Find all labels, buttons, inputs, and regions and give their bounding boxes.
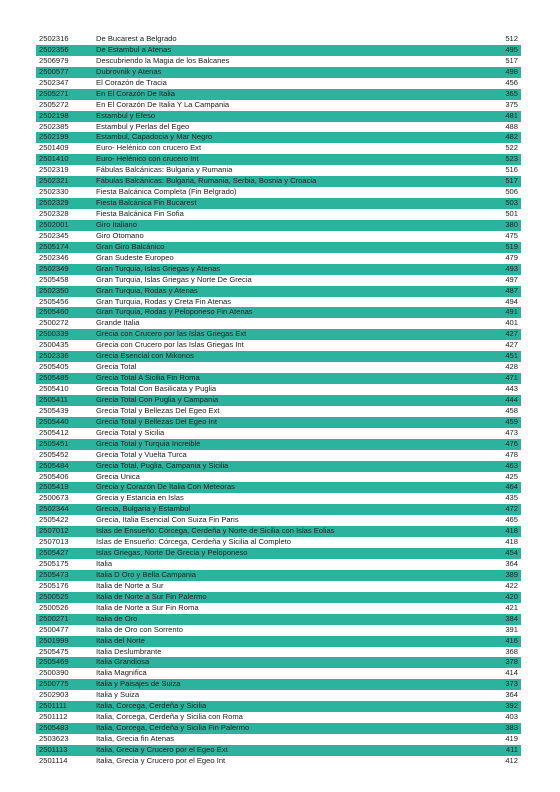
page-number: 420: [505, 591, 518, 601]
tour-code: 2502336: [39, 351, 69, 361]
page-number: 411: [505, 744, 518, 754]
table-row: [36, 132, 521, 143]
tour-name: Islas Griegas, Norte De Grecia y Peloponeso: [96, 548, 248, 558]
tour-code: 2501999: [39, 635, 69, 645]
table-row: [36, 100, 521, 111]
table-row: [36, 636, 521, 647]
tour-name: De Bucarest a Belgrado: [96, 34, 177, 43]
tour-code: 2502001: [39, 219, 69, 229]
page-number: 451: [505, 351, 518, 361]
table-row: [36, 231, 521, 242]
tour-name: Italia, Corcega, Cerdeña y Sicilia Fin Palermo: [96, 723, 250, 733]
tour-name: Italia de Oro: [96, 613, 138, 623]
table-row: [36, 286, 521, 297]
page-number: 501: [505, 209, 518, 218]
table-row: [36, 712, 521, 723]
page-number: 473: [505, 427, 518, 437]
table-row: [36, 351, 521, 362]
table-row: [36, 428, 521, 439]
tour-code: 2500390: [39, 668, 69, 678]
tour-name: Dubrovnik y Atenas: [96, 66, 162, 76]
tour-name: Fiesta Balcánica Fin Sofia: [96, 209, 184, 218]
tour-name: Islas de Ensueño: Córcega, Cerdeña y Norte de Sicilia con Islas Eolias: [96, 526, 335, 536]
page-number: 516: [505, 165, 518, 175]
table-row: [36, 461, 521, 472]
table-row: [36, 362, 521, 373]
page-number: 418: [505, 526, 518, 536]
tour-name: Italia, Grecia fin Atenas: [96, 734, 175, 743]
tour-code: 2500272: [39, 318, 69, 328]
table-row: [36, 122, 521, 133]
tour-code: 2505271: [39, 88, 69, 98]
table-row: [36, 668, 521, 679]
table-row: [36, 482, 521, 493]
tour-code: 2502319: [39, 165, 69, 175]
tour-code: 2502356: [39, 44, 69, 54]
tour-code: 2502329: [39, 198, 69, 208]
page-number: 503: [505, 198, 518, 208]
tour-code: 2500673: [39, 493, 69, 503]
tour-code: 2505456: [39, 296, 69, 306]
tour-code: 2501409: [39, 143, 69, 153]
tour-name: Italia, Grecia y Crucero por el Egeo Ext: [96, 744, 228, 754]
table-row: [36, 340, 521, 351]
tour-code: 2502330: [39, 187, 69, 197]
tour-code: 2502328: [39, 209, 69, 218]
tour-name: Grecia Total, Puglia, Campania y Sicilia: [96, 460, 229, 470]
tour-code: 2502345: [39, 230, 69, 240]
tour-name: Gran Turquia, Rodas y Creta Fin Atenas: [96, 296, 232, 306]
tour-code: 2506979: [39, 55, 69, 65]
tour-name: Giro Italiano: [96, 219, 137, 229]
page-number: 479: [505, 252, 518, 262]
table-row: [36, 220, 521, 231]
page-number: 368: [505, 646, 518, 656]
tour-name: En El Corazón De Italia: [96, 88, 175, 98]
tour-name: Italia: [96, 559, 113, 568]
tour-name: Italia, Corcega, Cerdeña y Sicilia con Roma: [96, 712, 243, 722]
tour-code: 2500526: [39, 602, 69, 612]
tour-code: 2505473: [39, 569, 69, 579]
tour-code: 2505439: [39, 405, 69, 415]
tour-name: Gran Sudeste Europeo: [96, 252, 174, 262]
table-row: [36, 275, 521, 286]
tour-code: 2505460: [39, 307, 69, 317]
tour-name: Grecia, Bulgaria y Estambul: [96, 504, 191, 514]
tour-code: 2505451: [39, 438, 69, 448]
tour-name: Grecia Total: [96, 362, 137, 372]
tour-code: 2500477: [39, 624, 69, 634]
page-number: 459: [505, 416, 518, 426]
tour-code: 2505458: [39, 274, 69, 284]
page-number: 523: [505, 154, 518, 164]
tour-code: 2501114: [39, 755, 68, 765]
table-row: [36, 679, 521, 690]
tour-name: Grecia Total Con Basilicata y Puglia: [96, 384, 217, 393]
table-row: [36, 154, 521, 165]
page-number: 456: [505, 77, 518, 87]
table-row: [36, 625, 521, 636]
table-row: [36, 143, 521, 154]
table-row: [36, 78, 521, 89]
table-row: [36, 701, 521, 712]
tour-code: 2505475: [39, 646, 69, 656]
tour-name: Fábulas Balcánicas: Bulgaria, Rumania, Serbia, Bosnia y Croacia: [96, 176, 317, 186]
page-number: 498: [505, 66, 518, 76]
page-number: 487: [505, 285, 518, 295]
table-row: [36, 690, 521, 701]
tour-code: 2505412: [39, 427, 69, 437]
tour-name: Grecia, Italia Esencial Con Suiza Fin Paris: [96, 515, 239, 525]
page-number: 506: [505, 187, 518, 197]
tour-name: En El Corazón De Italia Y La Campania: [96, 99, 230, 109]
page-number: 493: [505, 263, 518, 273]
tour-code: 2505440: [39, 416, 69, 426]
tour-code: 2505174: [39, 241, 69, 251]
page-number: 522: [505, 143, 518, 153]
table-row: [36, 581, 521, 592]
page-number: 488: [505, 121, 518, 131]
page-number: 495: [505, 44, 518, 54]
page-number: 384: [505, 613, 518, 623]
page-number: 422: [505, 580, 518, 590]
table-row: [36, 165, 521, 176]
page-number: 365: [505, 88, 518, 98]
page-number: 472: [505, 504, 518, 514]
tour-name: Islas de Ensueño: Córcega, Cerdeña y Sicilia al Completo: [96, 537, 292, 547]
page-number: 392: [505, 701, 518, 711]
page-number: 389: [505, 569, 518, 579]
table-row: [36, 34, 521, 45]
table-row: [36, 526, 521, 537]
page-number: 458: [505, 405, 518, 415]
page-number: 476: [505, 438, 518, 448]
table-row: [36, 297, 521, 308]
table-row: [36, 472, 521, 483]
tour-table: [36, 34, 521, 767]
tour-name: Gran Turquia, Islas Griegas y Norte De Grecia: [96, 274, 252, 284]
tour-name: Fábulas Balcánicas: Bulgaria y Rumania: [96, 165, 233, 175]
page-number: 425: [505, 471, 518, 481]
tour-code: 2505485: [39, 373, 69, 383]
tour-name: Grecia y Corazón De Italia Con Meteoras: [96, 482, 235, 492]
page-number: 465: [505, 515, 518, 525]
page-number: 380: [505, 219, 518, 229]
page-number: 427: [505, 329, 518, 339]
table-row: [36, 56, 521, 67]
tour-name: Italia y Paisajes de Suiza: [96, 679, 181, 689]
page-number: 419: [505, 734, 518, 743]
tour-name: Italia, Grecia y Crucero por el Egeo Int: [96, 755, 226, 765]
tour-name: Italia de Norte a Sur Fin Palermo: [96, 591, 207, 601]
table-row: [36, 307, 521, 318]
page-number: 471: [505, 373, 518, 383]
tour-code: 2505483: [39, 723, 69, 733]
tour-name: Fiesta Balcánica Fin Bucarest: [96, 198, 197, 208]
tour-name: Grecia Total y Vuelta Turca: [96, 449, 187, 459]
table-row: [36, 603, 521, 614]
page-number: 519: [505, 241, 518, 251]
table-row: [36, 198, 521, 209]
page-number: 421: [505, 602, 518, 612]
page-number: 443: [505, 384, 518, 393]
table-row: [36, 187, 521, 198]
page-number: 512: [505, 34, 518, 43]
table-row: [36, 504, 521, 515]
tour-name: Gran Giro Balcánico: [96, 241, 165, 251]
page-number: 427: [505, 340, 518, 350]
tour-name: Estambul, Capadocia y Mar Negro: [96, 132, 213, 142]
tour-name: Grecia Unica: [96, 471, 140, 481]
tour-name: Giro Otomano: [96, 230, 144, 240]
tour-name: Italia, Corcega, Cerdeña y Sicilia: [96, 701, 207, 711]
tour-name: Descubriendo la Magia de los Balcanes: [96, 55, 230, 65]
tour-name: Euro- Helénico con crucero Ext: [96, 143, 202, 153]
table-row: [36, 406, 521, 417]
page-number: 482: [505, 132, 518, 142]
page-number: 435: [505, 493, 518, 503]
tour-name: Estambul y Efeso: [96, 110, 156, 120]
tour-code: 2502385: [39, 121, 69, 131]
table-row: [36, 89, 521, 100]
tour-code: 2505484: [39, 460, 69, 470]
table-row: [36, 548, 521, 559]
tour-code: 2505410: [39, 384, 69, 393]
page-number: 378: [505, 657, 518, 667]
tour-name: Grecia con Crucero por las Islas Griegas Int: [96, 340, 244, 350]
tour-code: 2505419: [39, 482, 69, 492]
table-row: [36, 570, 521, 581]
page-number: 364: [505, 559, 518, 568]
tour-name: Italia Grandiosa: [96, 657, 150, 667]
tour-name: Grecia y Estancia en Islas: [96, 493, 184, 503]
tour-name: Grecia Total Con Puglia y Campania: [96, 394, 219, 404]
tour-code: 2502198: [39, 110, 69, 120]
table-row: [36, 756, 521, 767]
tour-code: 2501112: [39, 712, 68, 722]
tour-code: 2500339: [39, 329, 69, 339]
table-row: [36, 111, 521, 122]
page-number: 444: [505, 394, 518, 404]
page-number: 517: [505, 55, 518, 65]
tour-code: 2500775: [39, 679, 69, 689]
table-row: [36, 209, 521, 220]
tour-name: Grecia Total A Sicilia Fin Roma: [96, 373, 200, 383]
table-row: [36, 373, 521, 384]
page-number: 375: [505, 99, 518, 109]
page-number: 403: [505, 712, 518, 722]
tour-name: Grecia Total y Turquia Increible: [96, 438, 201, 448]
page-number: 418: [505, 537, 518, 547]
page-number: 401: [505, 318, 518, 328]
tour-name: Italia Deslumbrante: [96, 646, 162, 656]
tour-name: Grecia Esencial con Mikonos: [96, 351, 194, 361]
tour-code: 2501113: [39, 744, 68, 754]
tour-name: Euro- Helénico con crucero Int: [96, 154, 199, 164]
page-number: 491: [505, 307, 518, 317]
tour-code: 2505175: [39, 559, 69, 568]
tour-code: 2507012: [39, 526, 69, 536]
tour-code: 2502316: [39, 34, 69, 43]
page-number: 464: [505, 482, 518, 492]
table-row: [36, 318, 521, 329]
tour-name: Fiesta Balcánica Completa (Fin Belgrado): [96, 187, 237, 197]
table-row: [36, 657, 521, 668]
page-number: 391: [505, 624, 518, 634]
page-number: 475: [505, 230, 518, 240]
page-number: 414: [505, 668, 518, 678]
tour-code: 2507013: [39, 537, 69, 547]
tour-code: 2505469: [39, 657, 69, 667]
tour-code: 2505406: [39, 471, 69, 481]
tour-name: Grecia Total y Bellezas Del Egeo Ext: [96, 405, 220, 415]
tour-code: 2505452: [39, 449, 69, 459]
table-row: [36, 559, 521, 570]
tour-name: Grecia con Crucero por las Islas Griegas Ext: [96, 329, 247, 339]
page-number: 494: [505, 296, 518, 306]
page-number: 517: [505, 176, 518, 186]
tour-code: 2505427: [39, 548, 69, 558]
table-row: [36, 329, 521, 340]
tour-name: Italia y Suiza: [96, 690, 140, 700]
tour-code: 2502199: [39, 132, 69, 142]
tour-name: El Corazón de Tracia: [96, 77, 167, 87]
tour-name: Italia de Norte a Sur Fin Roma: [96, 602, 199, 612]
page-number: 416: [505, 635, 518, 645]
tour-name: Grecia Total y Bellezas Del Egeo Int: [96, 416, 217, 426]
page-number: 412: [505, 755, 518, 765]
tour-name: Grecia Total y Sicilia: [96, 427, 165, 437]
page-number: 481: [505, 110, 518, 120]
table-row: [36, 592, 521, 603]
page-number: 383: [505, 723, 518, 733]
tour-code: 2501410: [39, 154, 69, 164]
table-row: [36, 734, 521, 745]
tour-code: 2503623: [39, 734, 69, 743]
table-row: [36, 384, 521, 395]
page-number: 454: [505, 548, 518, 558]
table-row: [36, 493, 521, 504]
tour-code: 2502344: [39, 504, 69, 514]
table-row: [36, 395, 521, 406]
tour-name: Italia D Oro y Bella Campania: [96, 569, 197, 579]
table-row: [36, 253, 521, 264]
table-row: [36, 242, 521, 253]
tour-code: 2505411: [39, 394, 68, 404]
tour-code: 2505272: [39, 99, 69, 109]
tour-code: 2505405: [39, 362, 69, 372]
tour-name: Italia de Oro con Sorrento: [96, 624, 183, 634]
tour-name: Italia de Norte a Sur: [96, 580, 164, 590]
tour-name: Gran Turquia, Rodas y Atenas: [96, 285, 198, 295]
tour-code: 2500435: [39, 340, 69, 350]
table-row: [36, 723, 521, 734]
table-row: [36, 647, 521, 658]
tour-name: Italia del Norte: [96, 635, 145, 645]
tour-name: Grande Italia: [96, 318, 140, 328]
page-number: 428: [505, 362, 518, 372]
page-number: 364: [505, 690, 518, 700]
tour-name: Gran Turquia, Rodas y Peloponeso Fin Atenas: [96, 307, 253, 317]
table-row: [36, 439, 521, 450]
tour-name: Gran Turquia, Islas Griegas y Atenas: [96, 263, 221, 273]
page-number: 373: [505, 679, 518, 689]
table-row: [36, 450, 521, 461]
table-row: [36, 537, 521, 548]
tour-name: Estambul y Perlas del Egeo: [96, 121, 190, 131]
table-row: [36, 176, 521, 187]
tour-code: 2502347: [39, 77, 69, 87]
tour-code: 2502346: [39, 252, 69, 262]
tour-code: 2502350: [39, 285, 69, 295]
tour-name: Italia Magnifica: [96, 668, 147, 678]
table-row: [36, 45, 521, 56]
table-row: [36, 745, 521, 756]
tour-code: 2505176: [39, 580, 69, 590]
tour-code: 2500525: [39, 591, 69, 601]
tour-code: 2502349: [39, 263, 69, 273]
tour-name: De Estambul a Atenas: [96, 44, 172, 54]
page-number: 478: [505, 449, 518, 459]
tour-code: 2502321: [39, 176, 69, 186]
tour-code: 2500271: [39, 613, 69, 623]
page-number: 497: [505, 274, 518, 284]
tour-code: 2502903: [39, 690, 69, 700]
table-row: [36, 417, 521, 428]
table-row: [36, 264, 521, 275]
tour-code: 2501111: [39, 701, 67, 711]
page-number: 463: [505, 460, 518, 470]
table-row: [36, 67, 521, 78]
table-row: [36, 614, 521, 625]
tour-code: 2505422: [39, 515, 69, 525]
tour-code: 2500577: [39, 66, 69, 76]
table-row: [36, 515, 521, 526]
